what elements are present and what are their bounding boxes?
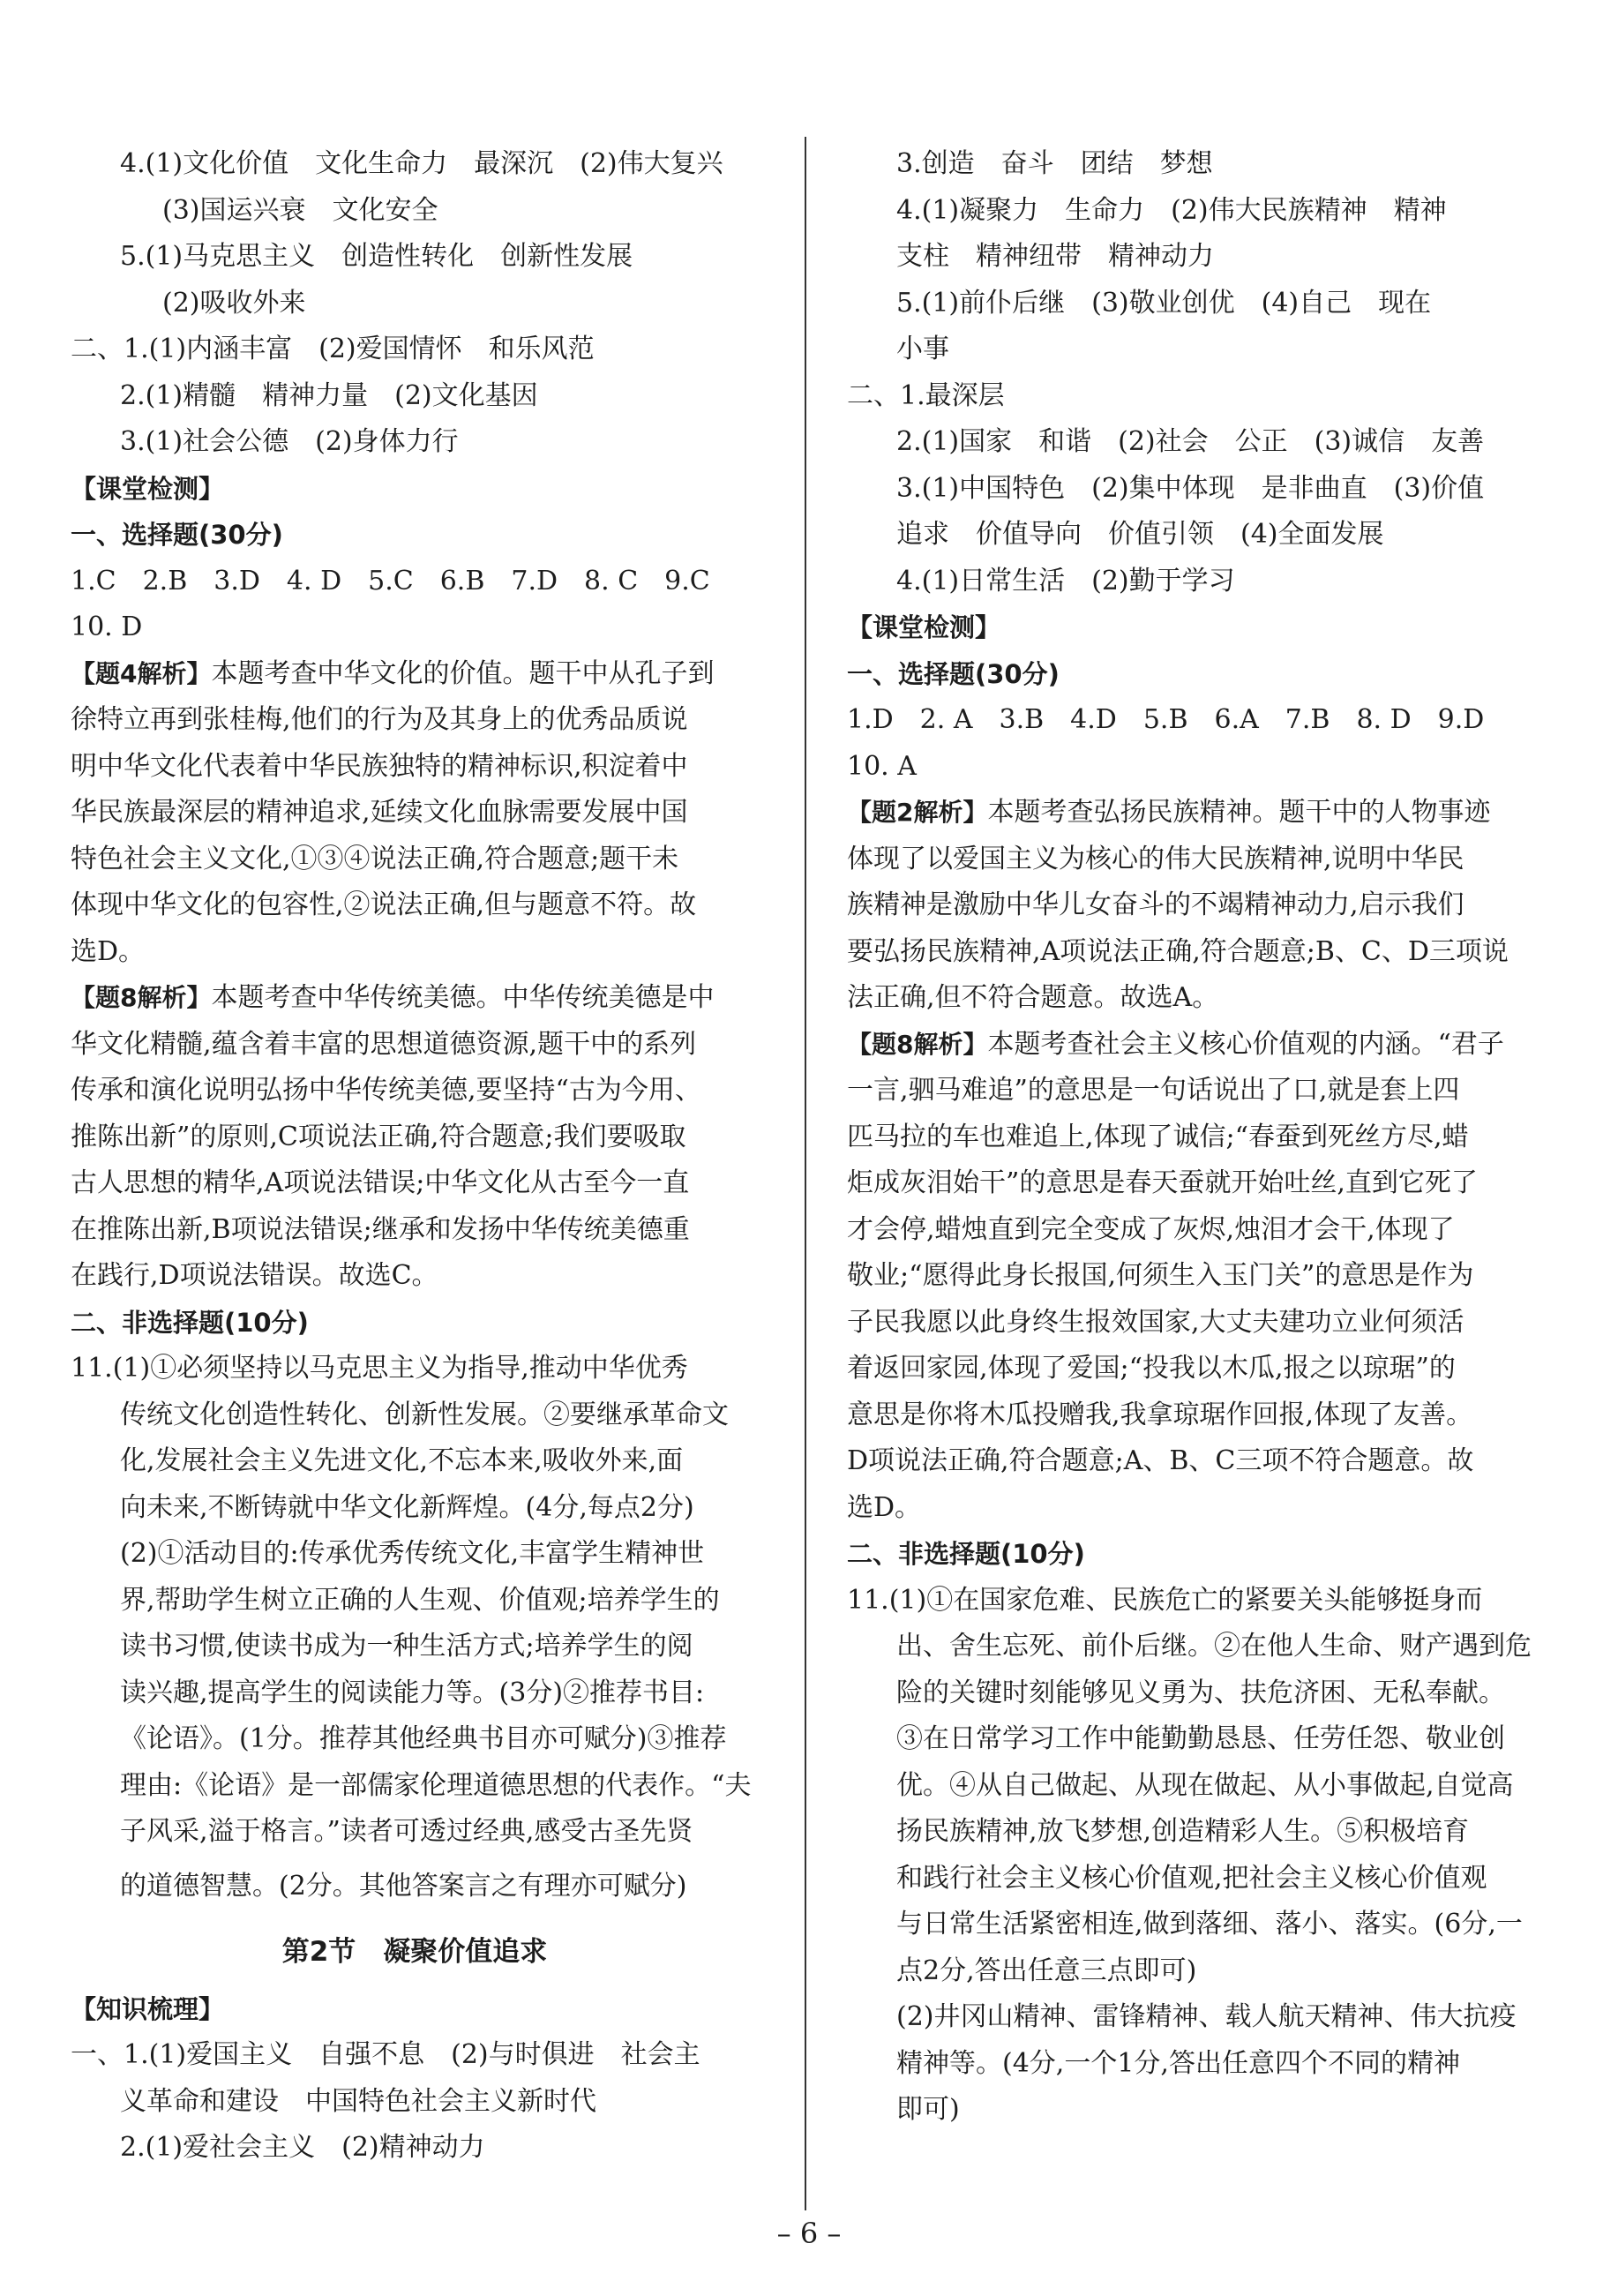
- text-line: [71, 1809, 759, 1856]
- line-text: 10. D: [71, 612, 143, 642]
- text-line: [71, 1763, 759, 1810]
- text-line: [847, 512, 1535, 559]
- line-text: 即可): [896, 2094, 960, 2125]
- line-text: 华民族最深层的精神追求,延续文化血脉需要发展中国: [71, 797, 688, 828]
- line-text: 与日常生活紧密相连,做到落细、落小、落实。(6分,一: [896, 1909, 1523, 1940]
- text-line: [71, 1578, 759, 1624]
- text-line: [847, 188, 1535, 235]
- text-line: [847, 744, 1535, 791]
- text-line: [71, 1670, 759, 1717]
- left-column: [71, 141, 759, 2172]
- line-text: 在推陈出新,B项说法错误;继承和发扬中华传统美德重: [71, 1213, 690, 1245]
- text-line: [847, 1485, 1535, 1532]
- text-line: [847, 1994, 1535, 2041]
- line-text: 1.C 2.B 3.D 4. D 5.C 6.B 7.D 8. C 9.C: [71, 565, 710, 597]
- line-text: 优。④从自己做起、从现在做起、从小事做起,自觉高: [896, 1769, 1514, 1801]
- text-line: [71, 466, 759, 513]
- line-text: 要弘扬民族精神,A项说法正确,符合题意;B、C、D三项说: [847, 935, 1509, 967]
- line-text: 义革命和建设 中国特色社会主义新时代: [120, 2085, 596, 2117]
- text-line: [71, 697, 759, 744]
- line-text: 4.(1)日常生活 (2)勤于学习: [896, 565, 1235, 597]
- analysis-label: 【题4解析】: [71, 658, 212, 688]
- text-line: [71, 1986, 759, 2033]
- line-text: 4.(1)文化价值 文化生命力 最深沉 (2)伟大复兴: [120, 148, 723, 179]
- text-line: [847, 1902, 1535, 1948]
- line-text: 子风采,溢于格言。”读者可透过经典,感受古圣先贤: [120, 1816, 693, 1847]
- line-text: 点2分,答出任意三点即可): [896, 1955, 1197, 1986]
- line-text: 一言,驷马难追”的意思是一句话说出了口,就是套上四: [847, 1075, 1460, 1106]
- line-text: 险的关键时刻能够见义勇为、扶危济困、无私奉献。: [896, 1677, 1505, 1708]
- line-text: 本题考查弘扬民族精神。题干中的人物事迹: [987, 797, 1491, 828]
- text-line: [847, 929, 1535, 976]
- text-line: [847, 1948, 1535, 1995]
- line-text: 二、非选择题(10分): [71, 1307, 309, 1338]
- text-line: [847, 281, 1535, 327]
- line-text: 11.(1)①必须坚持以马克思主义为指导,推动中华优秀: [71, 1353, 688, 1384]
- text-line: [847, 1160, 1535, 1207]
- line-text: 向未来,不断铸就中华文化新辉煌。(4分,每点2分): [120, 1491, 694, 1523]
- line-text: 5.(1)前仆后继 (3)敬业创优 (4)自己 现在: [896, 287, 1432, 319]
- text-line: [71, 141, 759, 188]
- line-text: 【课堂检测】: [847, 612, 1001, 642]
- line-text: 一、1.(1)爱国主义 自强不息 (2)与时俱进 社会主: [71, 2039, 700, 2070]
- text-line: [847, 837, 1535, 883]
- text-line: [71, 1207, 759, 1254]
- line-text: 体现中华文化的包容性,②说法正确,但与题意不符。故: [71, 889, 697, 920]
- text-line: [71, 1716, 759, 1763]
- line-text: 敬业;“愿得此身长报国,何须生入玉门关”的意思是作为: [847, 1260, 1474, 1291]
- text-line: [847, 697, 1535, 744]
- text-line: [71, 1856, 759, 1917]
- right-column: [847, 141, 1535, 2134]
- line-text: 才会停,蜡烛直到完全变成了灰烬,烛泪才会干,体现了: [847, 1213, 1455, 1245]
- text-line: [847, 1531, 1535, 1578]
- line-text: (3)国运兴衰 文化安全: [162, 194, 438, 226]
- text-line: [71, 281, 759, 327]
- text-line: [847, 1856, 1535, 1902]
- text-line: [847, 1809, 1535, 1856]
- text-line: [71, 419, 759, 466]
- line-text: 追求 价值导向 价值引领 (4)全面发展: [896, 519, 1384, 550]
- line-text: 支柱 精神纽带 精神动力: [896, 241, 1214, 272]
- line-text: 和践行社会主义核心价值观,把社会主义核心价值观: [896, 1862, 1487, 1894]
- text-line: [847, 419, 1535, 466]
- text-line: [71, 790, 759, 837]
- line-text: 扬民族精神,放飞梦想,创造精彩人生。⑤积极培育: [896, 1816, 1470, 1847]
- line-text: 【课堂检测】: [71, 473, 225, 504]
- line-text: 《论语》。(1分。推荐其他经典书目亦可赋分)③推荐: [120, 1723, 727, 1754]
- line-text: 特色社会主义文化,①③④说法正确,符合题意;题干未: [71, 843, 679, 874]
- text-line: [71, 1114, 759, 1161]
- line-text: ③在日常学习工作中能勤勤恳恳、任劳任怨、敬业创: [896, 1723, 1505, 1754]
- page-number: – 6 –: [776, 2217, 842, 2250]
- text-line: [847, 326, 1535, 373]
- line-text: 精神等。(4分,一个1分,答出任意四个不同的精神: [896, 2047, 1460, 2079]
- text-line: [71, 1438, 759, 1485]
- text-line: [847, 1300, 1535, 1347]
- line-text: (2)①活动目的:传承优秀传统文化,丰富学生精神世: [120, 1538, 705, 1569]
- text-line: [847, 1022, 1535, 1069]
- text-line: [71, 326, 759, 373]
- line-text: 5.(1)马克思主义 创造性转化 创新性发展: [120, 241, 633, 272]
- line-text: 10. A: [847, 750, 917, 782]
- text-line: [847, 1578, 1535, 1624]
- text-line: [71, 234, 759, 281]
- line-text: 选D。: [847, 1491, 922, 1523]
- line-text: 2.(1)国家 和谐 (2)社会 公正 (3)诚信 友善: [896, 426, 1485, 457]
- text-line: [847, 604, 1535, 651]
- line-text: 明中华文化代表着中华民族独特的精神标识,积淀着中: [71, 750, 688, 782]
- text-line: [71, 744, 759, 791]
- line-text: 界,帮助学生树立正确的人生观、价值观;培养学生的: [120, 1584, 720, 1616]
- line-text: 炬成灰泪始干”的意思是春天蚕就开始吐丝,直到它死了: [847, 1167, 1478, 1198]
- text-line: [847, 1438, 1535, 1485]
- line-text: 二、非选择题(10分): [847, 1539, 1085, 1569]
- line-text: 2.(1)爱社会主义 (2)精神动力: [120, 2132, 485, 2163]
- text-line: [847, 1716, 1535, 1763]
- line-text: 第2节 凝聚价值追求: [281, 1935, 548, 1968]
- text-line: [847, 882, 1535, 929]
- text-line: [847, 2087, 1535, 2134]
- line-text: 在践行,D项说法错误。故选C。: [71, 1260, 438, 1291]
- line-text: 一、选择题(30分): [71, 520, 283, 550]
- text-line: [71, 604, 759, 651]
- line-text: D项说法正确,符合题意;A、B、C三项不符合题意。故: [847, 1445, 1474, 1476]
- text-line: [71, 1300, 759, 1347]
- text-line: [71, 1253, 759, 1300]
- line-text: 读兴趣,提高学生的阅读能力等。(3分)②推荐书目:: [120, 1677, 705, 1708]
- line-text: 3.(1)社会公德 (2)身体力行: [120, 426, 459, 457]
- line-text: 推陈出新”的原则,C项说法正确,符合题意;我们要吸取: [71, 1121, 686, 1152]
- text-line: [71, 1022, 759, 1069]
- line-text: 读书习惯,使读书成为一种生活方式;培养学生的阅: [120, 1631, 693, 1662]
- line-text: 古人思想的精华,A项说法错误;中华文化从古至今一直: [71, 1167, 690, 1198]
- analysis-label: 【题2解析】: [847, 798, 988, 827]
- text-line: [847, 1392, 1535, 1439]
- line-text: 3.创造 奋斗 团结 梦想: [896, 148, 1213, 179]
- text-line: [71, 1485, 759, 1532]
- line-text: 意思是你将木瓜投赠我,我拿琼琚作回报,体现了友善。: [847, 1399, 1473, 1430]
- text-line: [71, 1346, 759, 1392]
- text-line: [847, 1763, 1535, 1810]
- text-line: [847, 2041, 1535, 2088]
- analysis-label: 【题8解析】: [71, 983, 212, 1012]
- line-text: 子民我愿以此身终生报效国家,大丈夫建功立业何须活: [847, 1306, 1464, 1338]
- text-line: [71, 837, 759, 883]
- text-line: [847, 1346, 1535, 1392]
- text-line: [847, 1068, 1535, 1114]
- line-text: 本题考查中华传统美德。中华传统美德是中: [211, 982, 715, 1013]
- line-text: 传承和演化说明弘扬中华传统美德,要坚持“古为今用、: [71, 1075, 701, 1106]
- line-text: 4.(1)凝聚力 生命力 (2)伟大民族精神 精神: [896, 194, 1447, 226]
- text-line: [847, 1207, 1535, 1254]
- line-text: 3.(1)中国特色 (2)集中体现 是非曲直 (3)价值: [896, 472, 1485, 504]
- text-line: [847, 1253, 1535, 1300]
- text-line: [71, 2125, 759, 2172]
- text-line: [847, 234, 1535, 281]
- line-text: 本题考查社会主义核心价值观的内涵。“君子: [987, 1028, 1504, 1060]
- line-text: 本题考查中华文化的价值。题干中从孔子到: [211, 657, 715, 689]
- text-line: [847, 1114, 1535, 1161]
- line-text: 【知识梳理】: [71, 1993, 225, 2024]
- text-line: [71, 975, 759, 1022]
- line-text: 传统文化创造性转化、创新性发展。②要继承革命文: [120, 1399, 729, 1430]
- text-line: [71, 929, 759, 976]
- text-line: [847, 373, 1535, 420]
- line-text: 着返回家园,体现了爱国;“投我以木瓜,报之以琼琚”的: [847, 1353, 1456, 1384]
- text-line: [847, 1670, 1535, 1717]
- text-line: [71, 2032, 759, 2079]
- text-line: [71, 512, 759, 559]
- text-line: [847, 1624, 1535, 1670]
- text-line: [847, 975, 1535, 1022]
- line-text: 二、1.最深层: [847, 379, 1005, 411]
- line-text: 1.D 2. A 3.B 4.D 5.B 6.A 7.B 8. D 9.D: [847, 704, 1485, 735]
- column-divider: [805, 137, 806, 2210]
- line-text: 匹马拉的车也难追上,体现了诚信;“春蚕到死丝方尽,蜡: [847, 1121, 1469, 1152]
- text-line: [71, 651, 759, 698]
- line-text: 理由:《论语》是一部儒家伦理道德思想的代表作。“夫: [120, 1769, 752, 1801]
- line-text: 出、舍生忘死、前仆后继。②在他人生命、财产遇到危: [896, 1631, 1532, 1662]
- line-text: 徐特立再到张桂梅,他们的行为及其身上的优秀品质说: [71, 704, 688, 735]
- text-line: [847, 141, 1535, 188]
- line-text: 法正确,但不符合题意。故选A。: [847, 982, 1219, 1013]
- text-line: [71, 1624, 759, 1670]
- line-text: (2)井冈山精神、雷锋精神、载人航天精神、伟大抗疫: [896, 2001, 1517, 2032]
- line-text: 二、1.(1)内涵丰富 (2)爱国情怀 和乐风范: [71, 334, 595, 364]
- analysis-label: 【题8解析】: [847, 1029, 988, 1059]
- text-line: [71, 1160, 759, 1207]
- text-line: [71, 1068, 759, 1114]
- line-text: 一、选择题(30分): [847, 658, 1060, 689]
- line-text: 体现了以爱国主义为核心的伟大民族精神,说明中华民: [847, 843, 1464, 874]
- text-line: [71, 1392, 759, 1439]
- line-text: 华文化精髓,蕴含着丰富的思想道德资源,题干中的系列: [71, 1028, 697, 1060]
- line-text: 族精神是激励中华儿女奋斗的不竭精神动力,启示我们: [847, 889, 1464, 920]
- line-text: (2)吸收外来: [162, 287, 306, 319]
- text-line: [71, 1531, 759, 1578]
- line-text: 化,发展社会主义先进文化,不忘本来,吸收外来,面: [120, 1445, 684, 1476]
- line-text: 选D。: [71, 935, 146, 967]
- text-line: [71, 188, 759, 235]
- line-text: 2.(1)精髓 精神力量 (2)文化基因: [120, 379, 538, 411]
- line-text: 小事: [896, 334, 949, 364]
- line-text: 的道德智慧。(2分。其他答案言之有理亦可赋分): [120, 1870, 687, 1902]
- text-line: [71, 1917, 759, 1986]
- text-line: [71, 559, 759, 605]
- text-line: [847, 466, 1535, 513]
- line-text: 11.(1)①在国家危难、民族危亡的紧要关头能够挺身而: [847, 1584, 1483, 1616]
- text-line: [847, 790, 1535, 837]
- text-line: [847, 559, 1535, 605]
- text-line: [71, 373, 759, 420]
- text-line: [71, 2079, 759, 2126]
- text-line: [71, 882, 759, 929]
- text-line: [847, 651, 1535, 698]
